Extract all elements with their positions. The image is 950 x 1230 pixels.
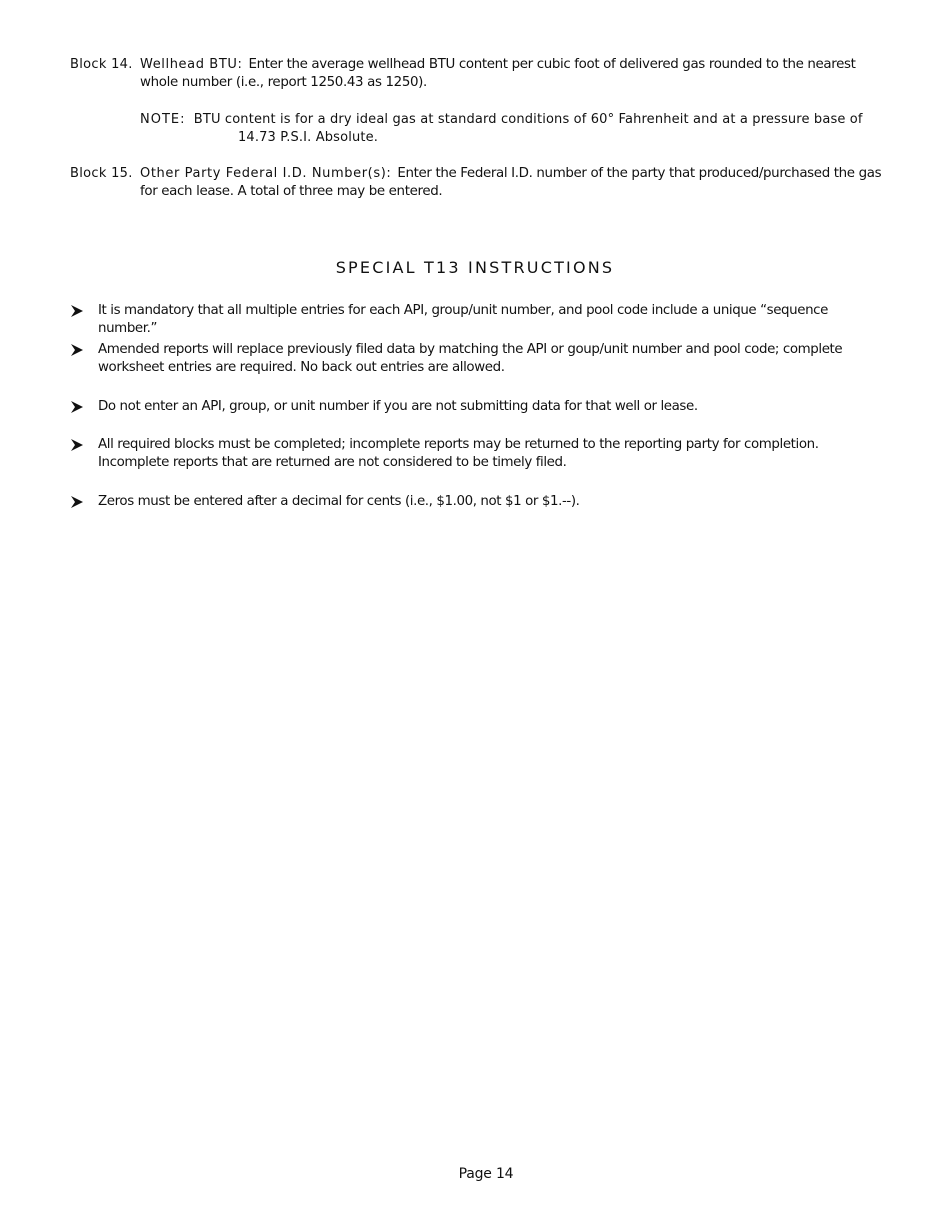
arrowhead-bullet-icon	[70, 398, 98, 416]
block-body	[140, 56, 882, 92]
arrowhead-bullet-icon	[70, 341, 98, 377]
block-14-note	[140, 111, 870, 147]
block-number: Block 15.	[70, 166, 133, 181]
block-text: Enter the average wellhead BTU content per cubic foot of delivered gas rounded to the nearest whole number (i.e., report 1250.43 as 1250).	[140, 57, 856, 90]
bullet-text: It is mandatory that all multiple entries for each API, group/unit number, and pool code include a unique “sequence number.”	[98, 303, 828, 336]
note-line-1	[140, 111, 870, 129]
block-title: Other Party Federal I.D. Number(s):	[140, 166, 392, 181]
arrowhead-bullet-icon	[70, 302, 98, 338]
block-14	[70, 56, 882, 92]
bullet-text: Zeros must be entered after a decimal for cents (i.e., $1.00, not $1 or $1.--).	[98, 494, 580, 509]
note-label: NOTE:	[140, 112, 186, 127]
arrowhead-bullet-icon	[70, 493, 98, 511]
note-text: BTU content is for a dry ideal gas at standard conditions of 60° Fahrenheit and at a pressure base of	[193, 112, 863, 127]
block-15	[70, 165, 882, 201]
bullet-text: All required blocks must be completed; incomplete reports may be returned to the reporting party for completion. Incomplete reports that are returned are not considered to be timely filed.	[98, 437, 819, 470]
list-item	[70, 436, 882, 472]
bullet-text: Do not enter an API, group, or unit number if you are not submitting data for that well or lease.	[98, 399, 698, 414]
note-line-2: 14.73 P.S.I. Absolute.	[238, 130, 379, 145]
arrowhead-bullet-icon	[70, 436, 98, 472]
list-item	[70, 302, 882, 338]
bullet-text: Amended reports will replace previously filed data by matching the API or goup/unit number and pool code; complete worksheet entries are required. No back out entries are allowed.	[98, 342, 843, 375]
block-body	[140, 165, 882, 201]
section-heading: SPECIAL T13 INSTRUCTIONS	[335, 258, 615, 277]
block-number: Block 14.	[70, 57, 133, 72]
list-item	[70, 398, 882, 416]
page-number: Page 14	[458, 1166, 514, 1182]
block-text: Enter the Federal I.D. number of the party that produced/purchased the gas for each lease. A total of three may be entered.	[140, 166, 882, 199]
list-item	[70, 341, 882, 377]
block-title: Wellhead BTU:	[140, 57, 243, 72]
list-item	[70, 493, 882, 511]
